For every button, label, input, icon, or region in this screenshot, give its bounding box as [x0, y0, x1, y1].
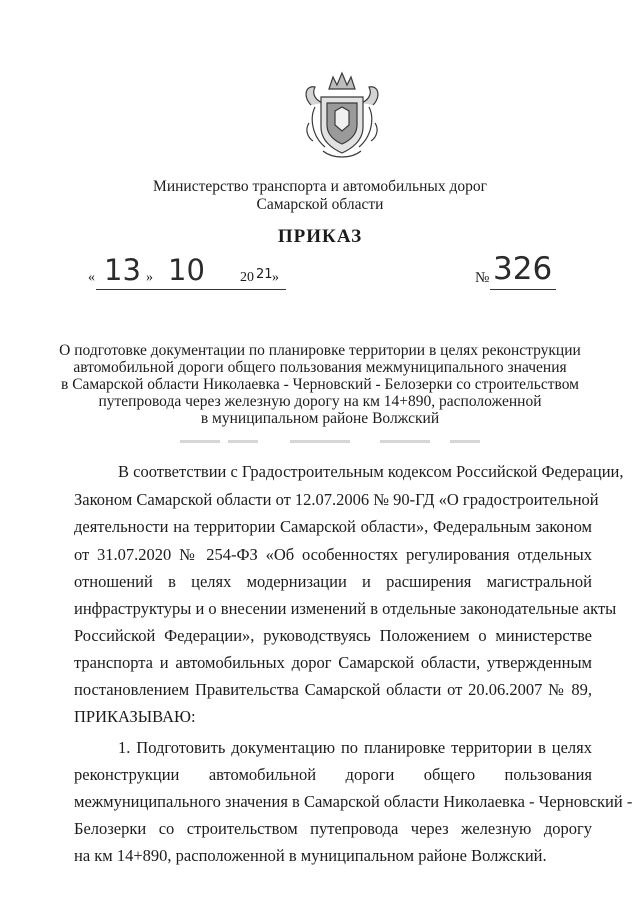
- preamble-line-6: инфраструктуры и о внесении изменений в отдельные законодательные акты: [74, 599, 617, 618]
- preamble-line-3: деятельности на территории Самарской области», Федеральным законом: [74, 517, 592, 536]
- item1-line-5: на км 14+890, расположенной в муниципальном районе Волжский.: [74, 846, 547, 865]
- ministry-name-line-2: Самарской области: [256, 196, 384, 213]
- date-quote-open: «: [88, 270, 95, 285]
- item1-line-1: 1. Подготовить документацию по планировке территории в целях: [118, 738, 592, 757]
- item1-line-2: реконструкции автомобильной дороги общего пользования: [74, 765, 592, 784]
- document-type-title: ПРИКАЗ: [277, 226, 363, 247]
- order-word: ПРИКАЗЫВАЮ:: [74, 707, 196, 726]
- preamble-line-7: Российской Федерации», руководствуясь Положением о министерстве: [74, 626, 592, 645]
- coat-of-arms-emblem: [299, 67, 385, 163]
- date-day-handwritten: 13: [104, 253, 141, 287]
- date-quote-close: »: [146, 270, 153, 285]
- preamble-line-1: В соответствии с Градостроительным кодексом Российской Федерации,: [118, 462, 624, 481]
- date-year-suffix-handwritten: 21: [256, 267, 273, 282]
- date-underline: [96, 289, 286, 290]
- preamble-line-2: Законом Самарской области от 12.07.2006 № 90-ГД «О градостроительной: [74, 490, 599, 509]
- date-year-close: »: [272, 270, 279, 285]
- date-year-prefix: 20: [240, 270, 254, 285]
- ministry-name-line-1: Министерство транспорта и автомобильных дорог: [153, 178, 487, 195]
- preamble-line-4: от 31.07.2020 № 254-ФЗ «Об особенностях регулирования отдельных: [74, 545, 592, 564]
- preamble-line-9: постановлением Правительства Самарской области от 20.06.2007 № 89,: [74, 680, 592, 699]
- item1-line-3: межмуниципального значения в Самарской области Николаевка - Черновский -: [74, 792, 633, 811]
- subject-line-3: в Самарской области Николаевка - Черновский - Белозерки со строительством: [61, 376, 579, 393]
- subject-line-2: автомобильной дороги общего пользования межмуниципального значения: [73, 359, 567, 376]
- preamble-line-5: отношений в целях модернизации и расширения магистральной: [74, 572, 592, 591]
- subject-line-1: О подготовке документации по планировке территории в целях реконструкции: [59, 342, 581, 359]
- number-sign: №: [475, 270, 490, 286]
- subject-line-5: в муниципальном районе Волжский: [200, 410, 440, 427]
- item1-line-4: Белозерки со строительством путепровода через железную дорогу: [74, 819, 592, 838]
- subject-line-4: путепровода через железную дорогу на км 14+890, расположенной: [98, 393, 542, 410]
- number-underline: [490, 289, 556, 290]
- date-month-handwritten: 10: [168, 253, 205, 287]
- preamble-line-8: транспорта и автомобильных дорог Самарской области, утвержденным: [74, 653, 592, 672]
- scan-bleed-noise: [180, 436, 500, 448]
- order-number-handwritten: 326: [493, 251, 553, 287]
